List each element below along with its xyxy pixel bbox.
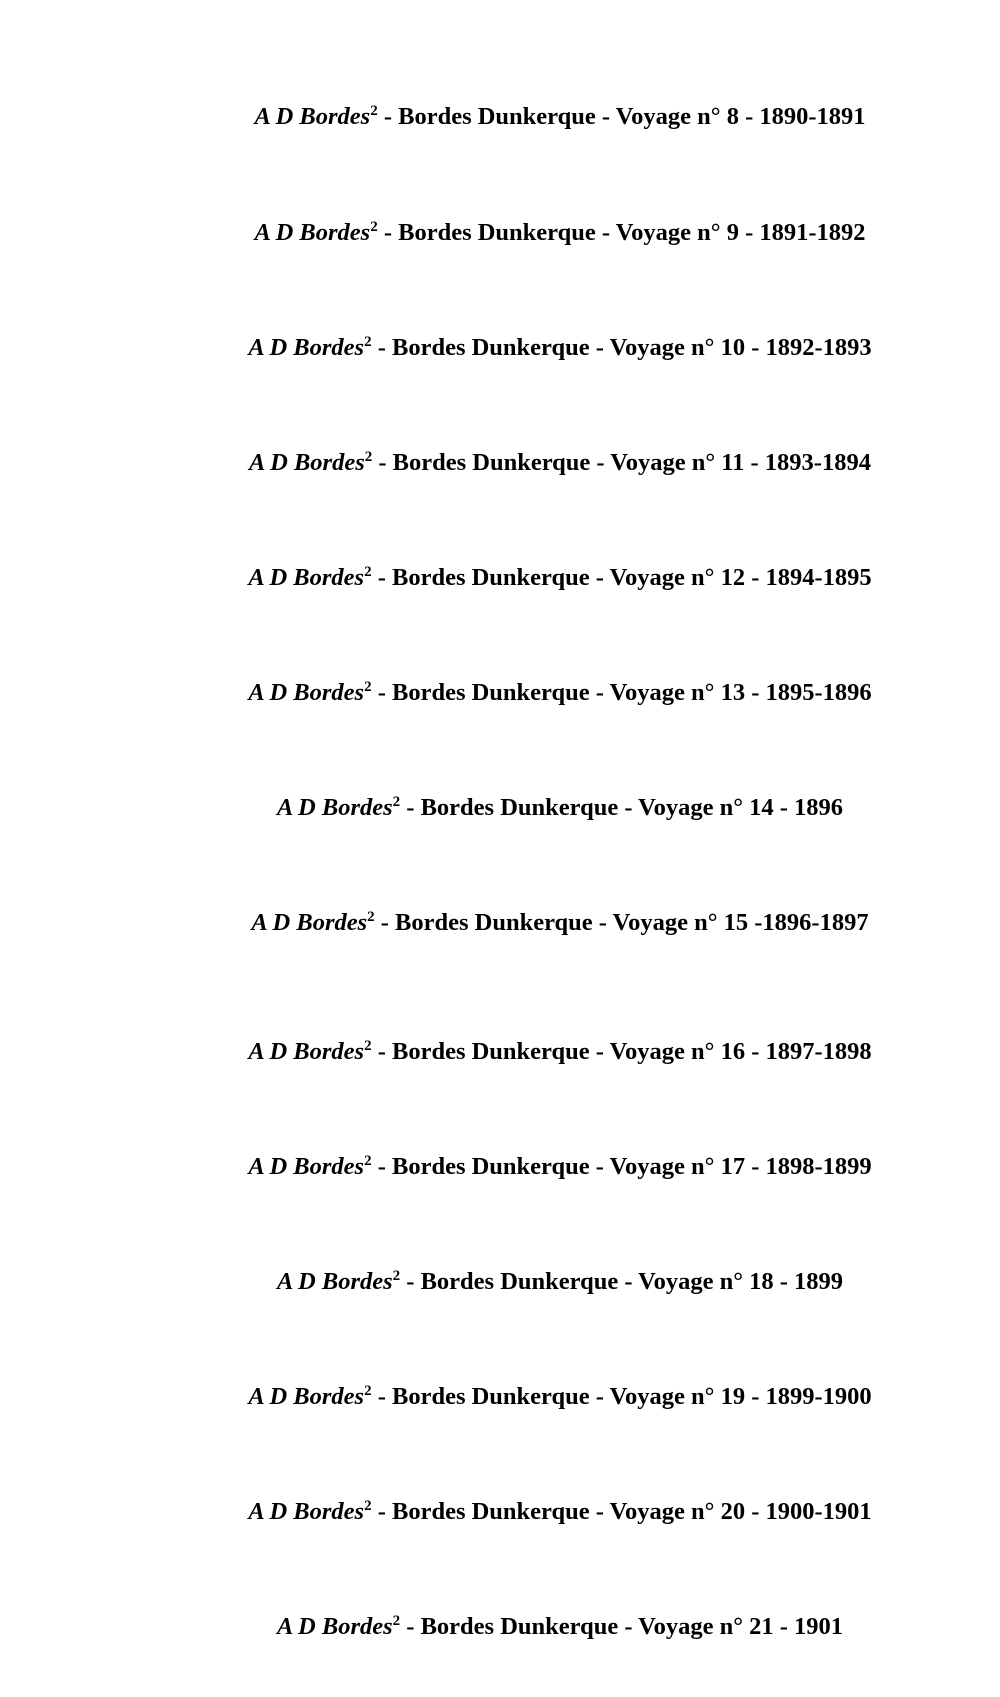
footnote-ref: 2: [364, 1152, 372, 1169]
ship-name: A D Bordes: [251, 909, 368, 936]
voyage-details: - Bordes Dunkerque - Voyage n° 15 -1896-1897: [374, 909, 869, 936]
voyage-details: - Bordes Dunkerque - Voyage n° 18 - 1899: [400, 1268, 844, 1295]
ship-name: A D Bordes: [276, 794, 393, 821]
voyage-entry: [160, 448, 960, 478]
voyage-entry: [160, 678, 960, 708]
voyage-entry: [160, 1267, 960, 1297]
ship-name: A D Bordes: [248, 1498, 365, 1525]
voyage-details: - Bordes Dunkerque - Voyage n° 16 - 1897-1898: [371, 1038, 872, 1065]
ship-name: A D Bordes: [254, 103, 371, 130]
voyage-details: - Bordes Dunkerque - Voyage n° 10 - 1892-1893: [371, 334, 872, 361]
voyage-details: - Bordes Dunkerque - Voyage n° 13 - 1895-1896: [371, 679, 872, 706]
ship-name: A D Bordes: [249, 449, 365, 476]
footnote-ref: 2: [370, 218, 378, 235]
voyage-details: - Bordes Dunkerque - Voyage n° 8 - 1890-1891: [377, 103, 866, 130]
voyage-entry: [160, 1497, 960, 1527]
voyage-entry: [160, 102, 960, 132]
voyage-details: - Bordes Dunkerque - Voyage n° 9 - 1891-1892: [377, 219, 866, 246]
ship-name: A D Bordes: [248, 564, 365, 591]
ship-name: A D Bordes: [248, 679, 365, 706]
voyage-entry: [160, 333, 960, 363]
ship-name: A D Bordes: [248, 1038, 365, 1065]
voyage-details: - Bordes Dunkerque - Voyage n° 14 - 1896: [400, 794, 844, 821]
voyage-entry: [160, 1037, 960, 1067]
ship-name: A D Bordes: [248, 1153, 365, 1180]
footnote-ref: 2: [367, 908, 375, 925]
footnote-ref: 2: [370, 102, 378, 119]
voyage-entry: [160, 1612, 960, 1642]
voyage-entry: [160, 1382, 960, 1412]
footnote-ref: 2: [364, 678, 372, 695]
voyage-details: - Bordes Dunkerque - Voyage n° 21 - 1901: [400, 1613, 844, 1640]
voyage-entry: [160, 218, 960, 248]
voyage-entry: [160, 1152, 960, 1182]
voyage-details: - Bordes Dunkerque - Voyage n° 11 - 1893-1894: [372, 449, 871, 476]
footnote-ref: 2: [364, 563, 372, 580]
footnote-ref: 2: [364, 333, 372, 350]
footnote-ref: 2: [364, 448, 373, 465]
voyage-entry: [160, 908, 960, 938]
footnote-ref: 2: [364, 1382, 372, 1399]
footnote-ref: 2: [392, 793, 401, 810]
ship-name: A D Bordes: [248, 334, 365, 361]
voyage-entry: [160, 793, 960, 823]
voyage-details: - Bordes Dunkerque - Voyage n° 20 - 1900-1901: [371, 1498, 872, 1525]
footnote-ref: 2: [392, 1612, 401, 1629]
ship-name: A D Bordes: [254, 219, 371, 246]
voyage-details: - Bordes Dunkerque - Voyage n° 17 - 1898-1899: [371, 1153, 872, 1180]
footnote-ref: 2: [392, 1267, 401, 1284]
ship-name: A D Bordes: [248, 1383, 365, 1410]
ship-name: A D Bordes: [276, 1268, 393, 1295]
footnote-ref: 2: [364, 1497, 372, 1514]
voyage-details: - Bordes Dunkerque - Voyage n° 12 - 1894-1895: [371, 564, 872, 591]
footnote-ref: 2: [364, 1037, 372, 1054]
ship-name: A D Bordes: [276, 1613, 393, 1640]
voyage-details: - Bordes Dunkerque - Voyage n° 19 - 1899-1900: [371, 1383, 872, 1410]
voyage-entry: [160, 563, 960, 593]
